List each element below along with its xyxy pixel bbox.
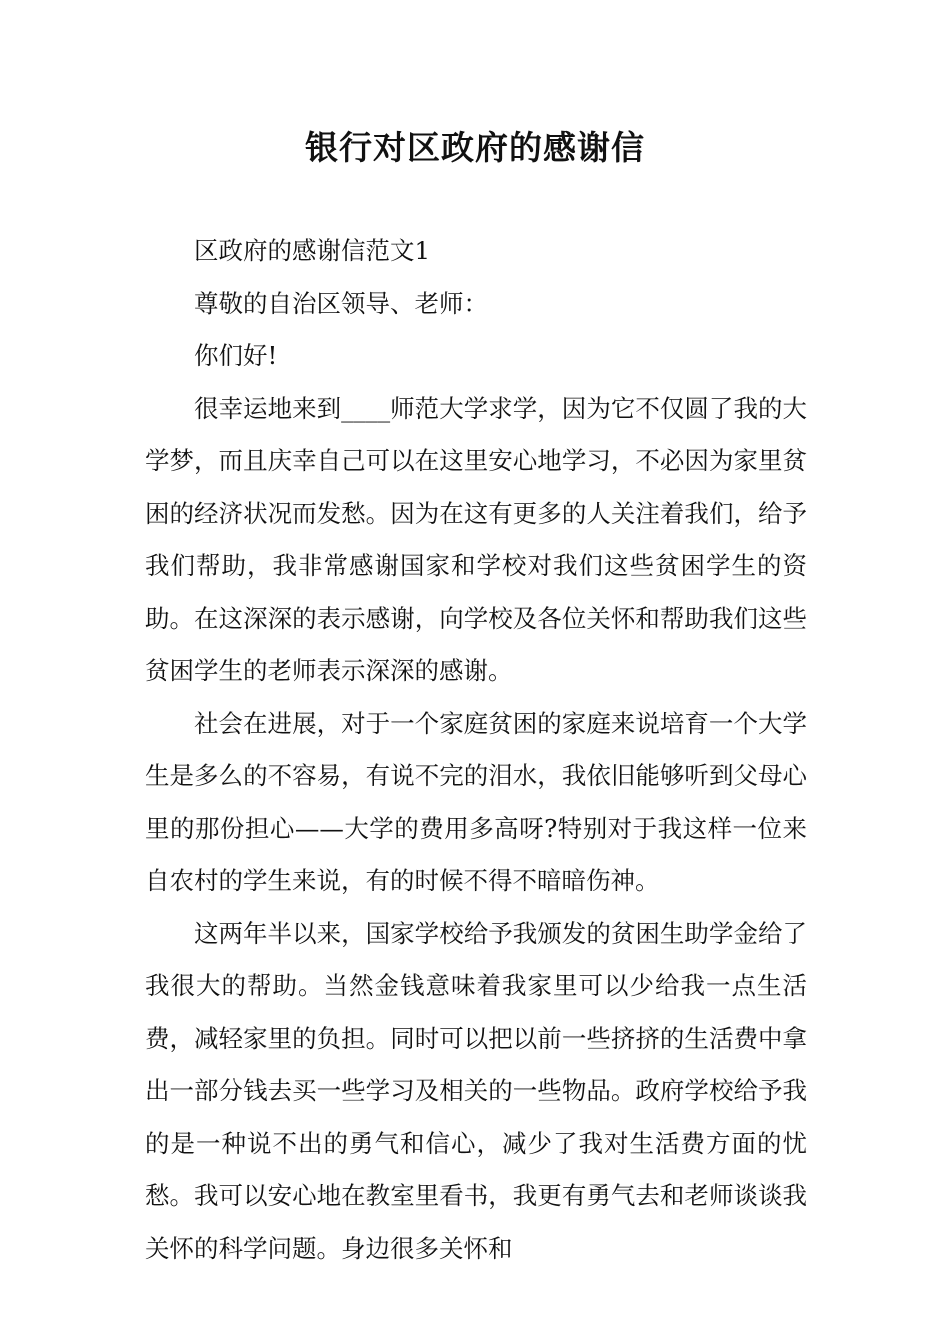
document-title: 银行对区政府的感谢信 xyxy=(305,128,645,167)
paragraph-salutation: 尊敬的自治区领导、老师： xyxy=(194,288,488,318)
paragraph-body-2: 社会在进展，对于一个家庭贫困的家庭来说培育一个大学生是多么的不容易，有说不完的泪水，我依旧能够听到父母心里的那份担心——大学的费用多高呀?特别对于我这样一位来自农村的学生来说，有的时候不得不暗暗伤神。 xyxy=(145,708,807,895)
paragraph-body-1: 很幸运地来到____师范大学求学，因为它不仅圆了我的大学梦，而且庆幸自己可以在这里安心地学习，不必因为家里贫困的经济状况而发愁。因为在这有更多的人关注着我们，给予我们帮助，我非常感谢国家和学校对我们这些贫困学生的资助。在这深深的表示感谢，向学校及各位关怀和帮助我们这些贫困学生的老师表示深深的感谢。 xyxy=(145,393,807,685)
paragraph-heading: 区政府的感谢信范文1 xyxy=(194,236,431,265)
paragraph-greeting: 你们好! xyxy=(194,341,278,370)
document-body xyxy=(145,225,807,1275)
paragraph-body-3: 这两年半以来，国家学校给予我颁发的贫困生助学金给了我很大的帮助。当然金钱意味着我家里可以少给我一点生活费，减轻家里的负担。同时可以把以前一些挤挤的生活费中拿出一部分钱去买一些学习及相关的一些物品。政府学校给予我的是一种说不出的勇气和信心，减少了我对生活费方面的忧愁。我可以安心地在教室里看书，我更有勇气去和老师谈谈我关怀的科学问题。身边很多关怀和 xyxy=(145,918,807,1263)
